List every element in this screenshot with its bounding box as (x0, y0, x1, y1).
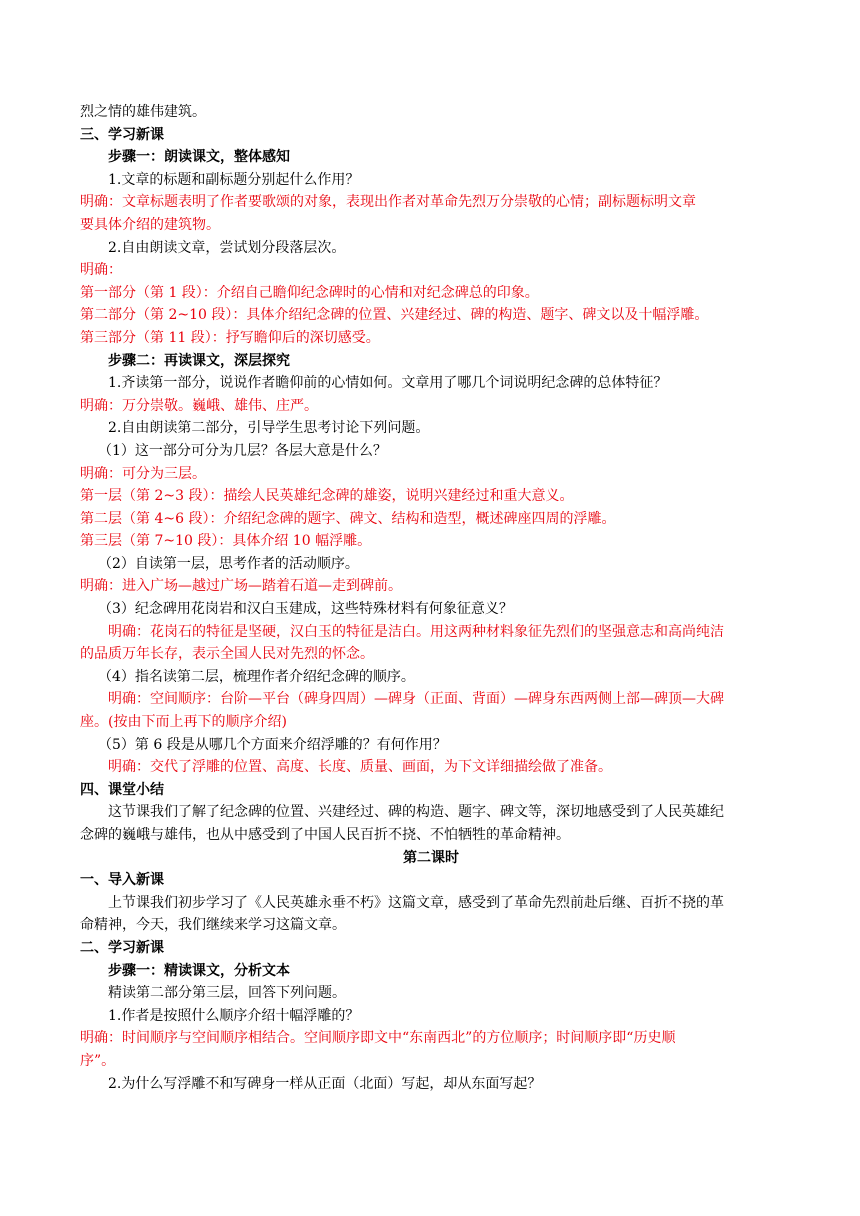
step-heading: 步骤一：精读课文，分析文本 (108, 962, 290, 979)
answer-line: 序”。 (80, 1052, 116, 1069)
question-line: 1.作者是按照什么顺序介绍十幅浮雕的？ (108, 1007, 360, 1024)
answer-line: 要具体介绍的建筑物。 (80, 216, 220, 233)
question-line: 这节课我们了解了纪念碑的位置、兴建经过、碑的构造、题字、碑文等，深切地感受到了人民英雄纪 (108, 804, 724, 821)
section-heading: 三、学习新课 (80, 126, 164, 143)
answer-line: 明确：万分崇敬。巍峨、雄伟、庄严。 (80, 397, 318, 414)
question-line: 2.为什么写浮雕不和写碑身一样从正面（北面）写起，却从东面写起？ (108, 1075, 542, 1092)
question-line: 1.文章的标题和副标题分别起什么作用？ (108, 171, 360, 188)
answer-line: 明确： (80, 262, 122, 279)
step-heading: 步骤一：朗读课文，整体感知 (108, 149, 290, 166)
answer-line: 第一层（第 2~3 段）：描绘人民英雄纪念碑的雄姿，说明兴建经过和重大意义。 (80, 488, 574, 505)
text-line: 念碑的巍峨与雄伟，也从中感受到了中国人民百折不挠、不怕牺牲的革命精神。 (80, 827, 570, 843)
answer-line: 明确：空间顺序：台阶—平台（碑身四周）—碑身（正面、背面）—碑身东西两侧上部—碑顶—大碑 (108, 691, 724, 708)
answer-line: 的品质万年长存，表示全国人民对先烈的怀念。 (80, 646, 374, 663)
answer-line: 明确：花岗石的特征是坚硬，汉白玉的特征是洁白。用这两种材料象征先烈们的坚强意志和高尚纯洁 (108, 623, 724, 640)
answer-line: 明确：时间顺序与空间顺序相结合。空间顺序即文中“东南西北”的方位顺序；时间顺序即“历史顺 (80, 1030, 676, 1047)
sub-question-line: （2）自读第一层，思考作者的活动顺序。 (98, 555, 359, 572)
question-line: 2.自由朗读文章，尝试划分段落层次。 (108, 239, 346, 256)
answer-line: 第三部分（第 11 段）：抒写瞻仰后的深切感受。 (80, 329, 380, 346)
lesson-title: 第二课时 (403, 849, 459, 866)
answer-line: 第三层（第 7~10 段）：具体介绍 10 幅浮雕。 (80, 533, 372, 550)
answer-line: 明确：文章标题表明了作者要歌颂的对象，表现出作者对革命先烈万分崇敬的心情；副标题标明文章 (80, 194, 696, 211)
section-heading: 一、导入新课 (80, 872, 164, 889)
answer-line: 第二层（第 4~6 段）：介绍纪念碑的题字、碑文、结构和造型，概述碑座四周的浮雕。 (80, 510, 616, 527)
section-heading: 四、课堂小结 (80, 781, 164, 798)
question-line: 1.齐读第一部分，说说作者瞻仰前的心情如何。文章用了哪几个词说明纪念碑的总体特征？ (108, 375, 668, 392)
answer-line: 第一部分（第 1 段）：介绍自己瞻仰纪念碑时的心情和对纪念碑总的印象。 (80, 284, 539, 301)
step-heading: 步骤二：再读课文，深层探究 (108, 352, 290, 369)
answer-line: 座。(按由下而上再下的顺序介绍) (80, 714, 287, 731)
sub-question-line: （3）纪念碑用花岗岩和汉白玉建成，这些特殊材料有何象征意义？ (98, 601, 513, 618)
answer-line: 第二部分（第 2~10 段）：具体介绍纪念碑的位置、兴建经过、碑的构造、题字、碑文以及十幅浮雕。 (80, 307, 709, 324)
sub-question-line: （4）指名读第二层，梳理作者介绍纪念碑的顺序。 (98, 668, 415, 685)
question-line: 精读第二部分第三层，回答下列问题。 (108, 985, 346, 1002)
answer-line: 明确：交代了浮雕的位置、高度、长度、质量、画面，为下文详细描绘做了准备。 (108, 759, 612, 776)
text-line: 命精神，今天，我们继续来学习这篇文章。 (80, 917, 346, 934)
text-line: 烈之情的雄伟建筑。 (80, 104, 206, 120)
section-heading: 二、学习新课 (80, 939, 164, 956)
question-line: 上节课我们初步学习了《人民英雄永垂不朽》这篇文章，感受到了革命先烈前赴后继、百折不挠的革 (108, 894, 724, 911)
answer-line: 明确：可分为三层。 (80, 465, 206, 482)
sub-question-line: （1）这一部分可分为几层？各层大意是什么？ (98, 442, 387, 459)
sub-question-line: （5）第 6 段是从哪几个方面来介绍浮雕的？有何作用？ (98, 736, 447, 753)
question-line: 2.自由朗读第二部分，引导学生思考讨论下列问题。 (108, 420, 430, 437)
document-body (80, 101, 782, 1095)
answer-line: 明确：进入广场—越过广场—踏着石道—走到碑前。 (80, 578, 402, 595)
